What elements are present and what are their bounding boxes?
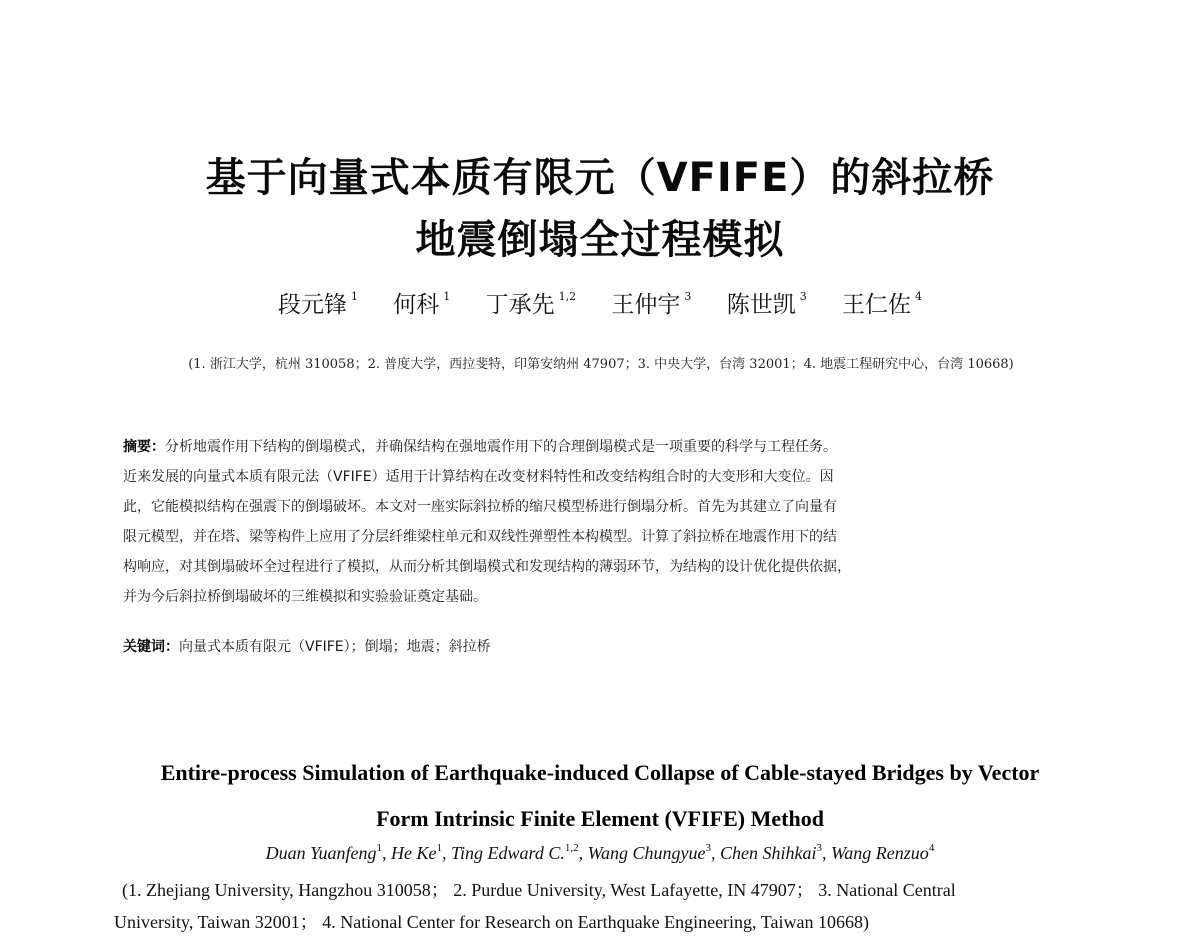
author-affiliation-mark: 3: [705, 842, 711, 854]
author-affiliation-mark: 1: [436, 842, 443, 854]
author-name: Duan Yuanfeng: [265, 843, 377, 863]
author-name: 丁承先: [485, 292, 555, 318]
abstract-line: 并为今后斜拉桥倒塌破坏的三维模拟和实验验证奠定基础。: [123, 589, 487, 605]
abstract-text: 分析地震作用下结构的倒塌模式，并确保结构在强地震作用下的合理倒塌模式是一项重要的科学与工程任务。: [165, 439, 837, 455]
english-title-line-2: Form Intrinsic Finite Element (VFIFE) Method: [376, 806, 824, 831]
abstract-label: 摘要：: [123, 439, 165, 455]
chinese-affiliations: (1. 浙江大学，杭州 310058；2. 普度大学，西拉斐特，印第安纳州 47907；3. 中央大学，台湾 32001；4. 地震工程研究中心，台湾 10668): [188, 357, 1014, 372]
english-title-line-1: Entire-process Simulation of Earthquake-induced Collapse of Cable-stayed Bridges by Vector: [160, 760, 1040, 785]
chinese-author: [842, 292, 922, 318]
english-author: [451, 843, 579, 863]
keywords-text: 向量式本质有限元（VFIFE）；倒塌；地震；斜拉桥: [179, 639, 491, 655]
author-affiliation-mark: 4: [928, 842, 935, 854]
chinese-author: [611, 292, 691, 318]
abstract-line: 此，它能模拟结构在强震下的倒塌破坏。本文对一座实际斜拉桥的缩尺模型桥进行倒塌分析。首先为其建立了向量有: [123, 499, 837, 515]
author-name: Ting Edward C.: [451, 843, 565, 863]
author-affiliation-mark: 3: [799, 290, 807, 303]
author-name: 何科: [393, 292, 440, 318]
affiliation-line: University, Taiwan 32001； 4. National Center for Research on Earthquake Engineering, Taiwan 10668): [114, 912, 869, 932]
english-author: [720, 843, 822, 863]
abstract-line: [123, 432, 1083, 462]
abstract-line: 构响应，对其倒塌破坏全过程进行了模拟，从而分析其倒塌模式和发现结构的薄弱环节，为结构的设计优化提供依据，: [123, 559, 851, 575]
chinese-author: [278, 292, 358, 318]
chinese-keywords: [123, 636, 1083, 656]
keywords-label: 关键词：: [123, 639, 179, 655]
chinese-author: [393, 292, 450, 318]
abstract-line: 近来发展的向量式本质有限元法（VFIFE）适用于计算结构在改变材料特性和改变结构组合时的大变形和大变位。因: [123, 469, 834, 485]
author-affiliation-mark: 1,2: [564, 842, 579, 854]
abstract-line: 限元模型，并在塔、梁等构件上应用了分层纤维梁柱单元和双线性弹塑性本构模型。计算了斜拉桥在地震作用下的结: [123, 529, 837, 545]
chinese-title-line-2: 地震倒塌全过程模拟: [415, 217, 785, 263]
author-name: Wang Chungyue: [587, 843, 706, 863]
author-affiliation-mark: 4: [915, 290, 923, 303]
author-name: 王仲宇: [611, 292, 681, 318]
author-name: Chen Shihkai: [719, 843, 817, 863]
english-author-list: Duan Yuanfeng$^1$, He Ke$^1$, Ting Edward C.$^{1,2}$, Wang Chungyue$^3$, Chen Shihkai$^3$, Wang Renzuo$^4$: [265, 842, 935, 863]
chinese-title-line-1: 基于向量式本质有限元（VFIFE）的斜拉桥: [205, 155, 995, 201]
chinese-author: [727, 292, 807, 318]
chinese-abstract: [123, 432, 1083, 612]
author-name: 王仁佐: [842, 292, 912, 318]
english-author: [831, 843, 934, 863]
english-author: [266, 843, 382, 863]
english-author: [588, 843, 711, 863]
author-name: 陈世凯: [726, 292, 796, 318]
author-affiliation-mark: 1,2: [558, 290, 577, 303]
english-author: [391, 843, 442, 863]
affiliation-line: (1. Zhejiang University, Hangzhou 310058； 2. Purdue University, West Lafayette, IN 47907； 3. National Central: [122, 880, 956, 900]
chinese-author: [486, 292, 577, 318]
english-affiliations: [114, 874, 1114, 938]
author-affiliation-mark: 3: [684, 290, 692, 303]
author-name: Wang Renzuo: [830, 843, 929, 863]
author-affiliation-mark: 3: [816, 842, 822, 854]
author-name: He Ke: [391, 843, 437, 863]
author-affiliation-mark: 1: [376, 842, 383, 854]
author-affiliation-mark: 1: [443, 290, 451, 303]
author-name: 段元锋: [277, 292, 347, 318]
author-affiliation-mark: 1: [350, 290, 358, 303]
chinese-author-list: [0, 286, 1200, 319]
